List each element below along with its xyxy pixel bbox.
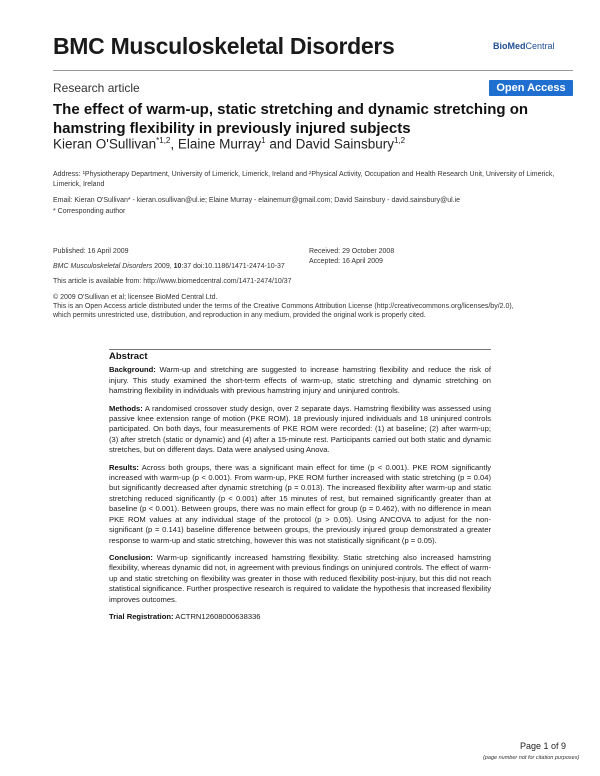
page-number: Page 1 of 9	[520, 741, 567, 751]
trial-text: ACTRN12608000638336	[173, 611, 261, 621]
conclusion-text: Warm-up significantly increased hamstring flexibility. Static stretching also increased hamstring flexibility, whereas dynamic did not, in agreement with previous findings on uninjured controls. The effect of warm-up and static stretching on flexibility was greater in those with reduced flexibility post-injury, but this did not reach statistical significance. Further prospective research is required to validate the hypothesis that increased flexibility improves outcomes.	[109, 552, 491, 604]
logo-central: Central	[525, 41, 555, 51]
abstract-methods	[109, 404, 491, 456]
author-emails: Email: Kieran O'Sullivan* - kieran.osullivan@ul.ie; Elaine Murray - elainemurr@gmail.com; David Sainsbury - david.sainsbury@ul.ie	[53, 197, 461, 204]
abstract-results	[109, 463, 491, 546]
author-separator: ,	[170, 136, 178, 152]
received-date: Received: 29 October 2008	[309, 248, 395, 255]
article-url-link[interactable]: This article is available from: http://www.biomedcentral.com/1471-2474/10/37	[53, 278, 292, 285]
background-label: Background:	[109, 365, 156, 375]
author-separator: and	[265, 136, 296, 152]
logo-bio: Bio	[493, 41, 508, 51]
author-affiliation: 1,2	[393, 136, 406, 145]
author-name: Elaine Murray	[177, 136, 262, 152]
copyright-notice: © 2009 O'Sullivan et al; licensee BioMed Central Ltd.	[53, 294, 218, 301]
citation	[53, 262, 285, 272]
abstract-section	[109, 352, 491, 629]
conclusion-label: Conclusion:	[109, 552, 153, 562]
article-type: Research article	[53, 81, 140, 95]
abstract-divider	[109, 349, 491, 350]
results-label: Results:	[109, 462, 139, 472]
methods-text: A randomised crossover study design, over 2 separate days. Hamstring flexibility was assessed using passive knee extension range of motion (PKE ROM). 18 previously injured individuals and 18 uninjured controls participated. On both days, four measurements of PKE ROM were recorded: (1) at baseline; (2) after warm-up; (3) after stretch (static or dynamic) and (4) after a 15-minute rest. Participants carried out both static and dynamic stretches, but on different days. Data were analysed using Anova.	[109, 403, 491, 455]
trial-label: Trial Registration:	[109, 611, 174, 621]
article-title: The effect of warm-up, static stretching and dynamic stretching on hamstring flexibility in previously injured subjects	[53, 101, 529, 137]
citation-volume: 10	[173, 263, 182, 270]
methods-label: Methods:	[109, 403, 143, 413]
background-text: Warm-up and stretching are suggested to increase hamstring flexibility and reduce the risk of injury. This study examined the short-term effects of warm-up, static stretching and dynamic stretching on hamstring flexibility in individuals with previous hamstring injury and uninjured controls.	[109, 365, 491, 396]
license-text-line2: which permits unrestricted use, distribution, and reproduction in any medium, provided the original work is properly cited.	[53, 312, 426, 319]
accepted-date: Accepted: 16 April 2009	[309, 258, 383, 265]
abstract-background	[109, 365, 491, 396]
author-name: David Sainsbury	[295, 136, 394, 152]
page-number-note: (page number not for citation purposes)	[483, 755, 580, 761]
citation-journal: BMC Musculoskeletal Disorders	[53, 263, 153, 270]
abstract-heading: Abstract	[109, 351, 148, 362]
journal-title: BMC Musculoskeletal Disorders	[53, 33, 395, 59]
logo-med: Med	[507, 41, 526, 51]
author-affiliation: *1,2	[156, 136, 171, 145]
results-text: Across both groups, there was a significant main effect for time (p < 0.001). PKE ROM significantly increased with warm-up (p < 0.001). From warm-up, PKE ROM further increased with static stretching (p = 0.04) but significantly decreased after dynamic stretching (p = 0.013). The increased flexibility after warm-up and static stretching reduced significantly (p < 0.001) after 15 minutes of rest, but remained significantly greater than at baseline (p < 0.001). Between groups, there was no main effect for group (p = 0.462), with no difference in mean PKE ROM values at any individual stage of the protocol (p > 0.05). Using ANCOVA to adjust for the non-significant (p = 0.141) baseline difference between groups, the previously injured group demonstrated a greater response to warm-up and static stretching, however this was not statistically significant (p = 0.05).	[109, 462, 491, 545]
author-list	[53, 136, 405, 152]
abstract-conclusion	[109, 553, 491, 605]
abstract-trial-registration	[109, 612, 491, 622]
affiliation-address: Address: ¹Physiotherapy Department, University of Limerick, Limerick, Ireland and ²Physical Activity, Occupation and Health Research Unit, University of Limerick, Limerick, Ireland	[53, 171, 555, 188]
citation-doi: :37 doi:10.1186/1471-2474-10-37	[181, 263, 285, 270]
corresponding-author-note: * Corresponding author	[53, 208, 126, 215]
header-divider	[53, 70, 573, 71]
biomed-central-logo	[493, 41, 555, 51]
citation-year: 2009,	[152, 263, 174, 270]
license-text-line1[interactable]: This is an Open Access article distributed under the terms of the Creative Commons Attribution License (http://creativecommons.org/licenses/by/2.0),	[53, 303, 514, 310]
author-affiliation: 1	[261, 136, 266, 145]
open-access-badge: Open Access	[489, 80, 573, 96]
published-date: Published: 16 April 2009	[53, 248, 129, 255]
author-name: Kieran O'Sullivan	[53, 136, 157, 152]
